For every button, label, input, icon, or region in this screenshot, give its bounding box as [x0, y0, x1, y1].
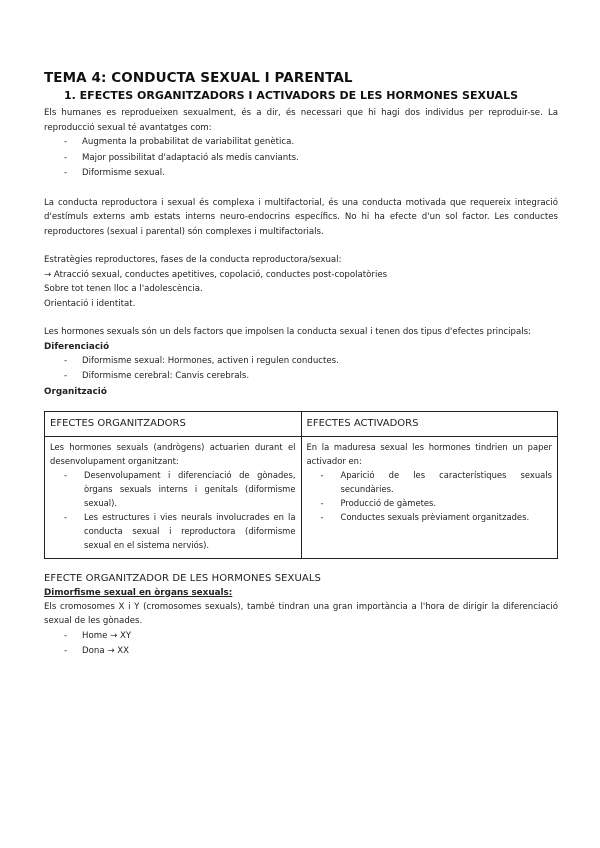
organitzadors-list	[50, 468, 296, 552]
chromosomes-list	[44, 629, 558, 660]
list-item: - Les estructures i vies neurals involucrades en la conducta sexual i reproductora (diformisme sexual en el sistema nerviós).	[64, 510, 296, 552]
list-item: - Diformisme cerebral: Canvis cerebrals.	[64, 369, 558, 385]
section2-subheading: Dimorfisme sexual en òrgans sexuals:	[44, 587, 233, 598]
diferenciacio-list	[44, 354, 558, 385]
list-item: - Desenvolupament i diferenciació de gònades, òrgans sexuals interns i genitals (diformisme sexual).	[64, 468, 296, 510]
cell-text: En la maduresa sexual les hormones tindrien un paper activador en:	[306, 441, 552, 466]
strategies-line: Sobre tot tenen lloc a l'adolescència.	[44, 284, 203, 294]
table-header-organitzadors: EFECTES ORGANITZADORS	[45, 411, 302, 436]
strategies-line: Estratègies reproductores, fases de la conducta reproductora/sexual:	[44, 255, 342, 265]
list-item: - Home → XY	[64, 629, 558, 645]
list-item: - Diformisme sexual.	[64, 166, 558, 182]
list-item: - Producció de gàmetes.	[321, 496, 553, 510]
list-item: - Augmenta la probabilitat de variabilitat genètica.	[64, 135, 558, 151]
advantages-list	[44, 135, 558, 182]
list-item: - Diformisme sexual: Hormones, activen i regulen conductes.	[64, 354, 558, 370]
table-cell-organitzadors	[45, 436, 302, 558]
section-heading: 1. EFECTES ORGANITZADORS I ACTIVADORS DE LES HORMONES SEXUALS	[64, 89, 518, 102]
organitzacio-label: Organització	[44, 386, 107, 397]
list-item: - Dona → XX	[64, 644, 558, 660]
intro-paragraph: Els humanes es reprodueixen sexualment, és a dir, és necessari que hi hagi dos individus per reproduir-se. La reproducció sexual té avantatges com:	[44, 108, 558, 133]
document-page	[44, 70, 558, 660]
table-header-activadors: EFECTES ACTIVADORS	[301, 411, 558, 436]
effects-table	[44, 411, 558, 559]
list-item: - Major possibilitat d'adaptació als medis canviants.	[64, 151, 558, 167]
activadors-list	[307, 468, 553, 524]
list-item: - Aparició de les característiques sexuals secundàries.	[321, 468, 553, 496]
cell-text: Les hormones sexuals (andrògens) actuarien durant el desenvolupament organitzant:	[50, 441, 296, 466]
strategies-line: Orientació i identitat.	[44, 298, 136, 309]
page-title: TEMA 4: CONDUCTA SEXUAL I PARENTAL	[44, 70, 353, 86]
complexity-paragraph: La conducta reproductora i sexual és complexa i multifactorial, és una conducta motivada que requereix integració d'estímuls externs amb estats interns neuro-endocrins específics. No hi ha efecte d'un sol factor. Les conductes reproductores (sexual i parental) són complexes i multifactorials.	[44, 197, 558, 237]
section2-caption: EFECTE ORGANITZADOR DE LES HORMONES SEXUALS	[44, 572, 321, 584]
strategies-line: → Atracció sexual, conductes apetitives, copolació, conductes post-copolatòries	[44, 269, 388, 280]
chromosomes-paragraph: Els cromosomes X i Y (cromosomes sexuals), també tindran una gran importància a l'hora de dirigir la diferenciació sexual de les gònades.	[44, 601, 558, 626]
table-cell-activadors	[301, 436, 558, 558]
hormones-paragraph: Les hormones sexuals són un dels factors que impolsen la conducta sexual i tenen dos tipus d'efectes principals:	[44, 327, 532, 337]
list-item: - Conductes sexuals prèviament organitzades.	[321, 510, 553, 524]
diferenciacio-label: Diferenciació	[44, 341, 110, 352]
